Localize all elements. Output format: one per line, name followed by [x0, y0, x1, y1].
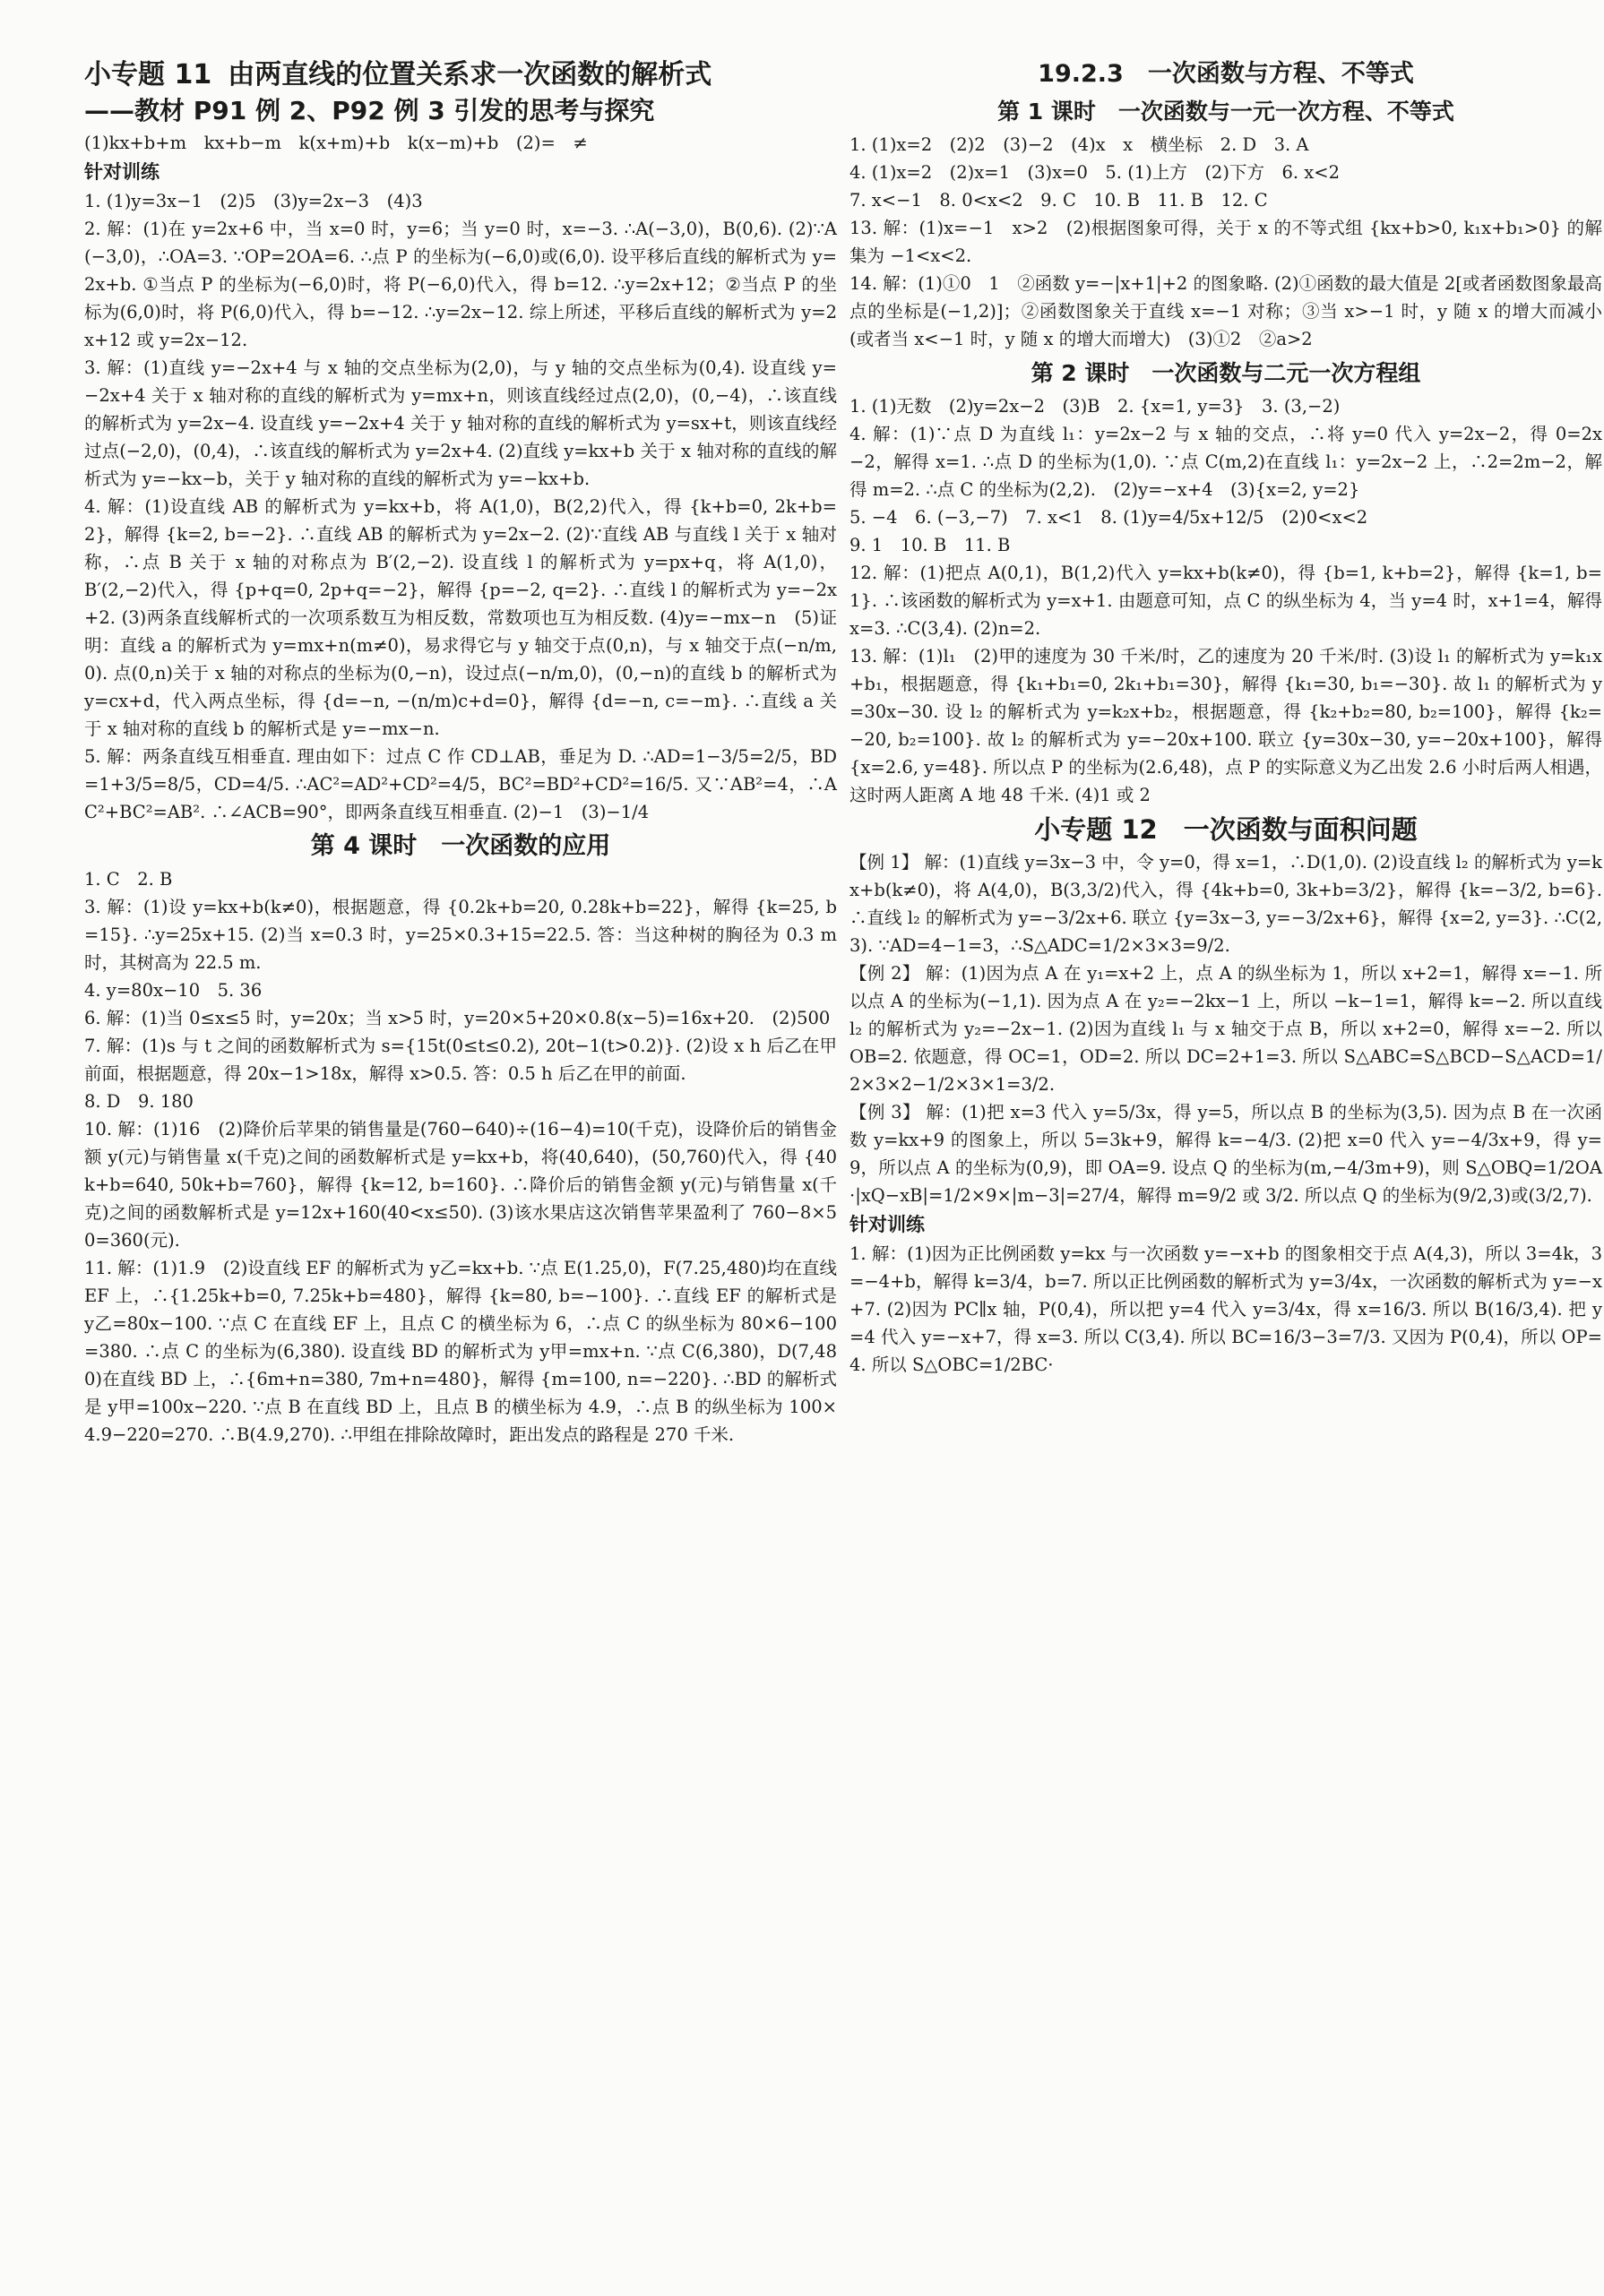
- topic-11-title: 小专题 11 由两直线的位置关系求一次函数的解析式: [84, 59, 712, 90]
- answer-item: 12. 解：(1)把点 A(0,1)，B(1,2)代入 y=kx+b(k≠0)，得 {b=1, k+b=2}，解得 {k=1, b=1}. ∴该函数的解析式为 y=x+1. 由题意可知，点 C 的纵坐标为 4，当 y=4 时，x+1=4，解得 x=3. ∴C(3,4). (2)n=2.: [849, 563, 1602, 639]
- answer-item: 4. y=80x−10 5. 36: [84, 980, 263, 1001]
- practice-heading: 针对训练: [84, 161, 160, 183]
- answer-item: 9. 1 10. B 11. B: [849, 535, 1011, 555]
- answer-item: 7. x<−1 8. 0<x<2 9. C 10. B 11. B 12. C: [849, 190, 1268, 211]
- section-19-2-3-title: 19.2.3 一次函数与方程、不等式: [1038, 60, 1414, 88]
- answer-item: 7. 解：(1)s 与 t 之间的函数解析式为 s={15t(0≤t≤0.2), 20t−1(t>0.2)}. (2)设 x h 后乙在甲前面，根据题意，得 20x−1>18x，解得 x>0.5. 答：0.5 h 后乙在甲的前面.: [84, 1036, 837, 1084]
- answer-item: 1. (1)y=3x−1 (2)5 (3)y=2x−3 (4)3: [84, 191, 423, 211]
- answer-item: 4. 解：(1)∵点 D 为直线 l₁：y=2x−2 与 x 轴的交点，∴将 y=0 代入 y=2x−2，得 0=2x−2，解得 x=1. ∴点 D 的坐标为(1,0). ∵点 C(m,2)在直线 l₁：y=2x−2 上，∴2=2m−2，解得 m=2. ∴点 C 的坐标为(2,2). (2)y=−x+4 (3){x=2, y=2}: [849, 424, 1602, 500]
- example-item: 【例 1】 解：(1)直线 y=3x−3 中，令 y=0，得 x=1，∴D(1,0). (2)设直线 l₂ 的解析式为 y=kx+b(k≠0)，将 A(4,0)，B(3,3/2)代入，得 {4k+b=0, 3k+b=3/2}，解得 {k=−3/2, b=6}. ∴直线 l₂ 的解析式为 y=−3/2x+6. 联立 {y=3x−3, y=−3/2x+6}，解得 {x=2, y=3}. ∴C(2,3). ∵AD=4−1=3，∴S△ADC=1/2×3×3=9/2.: [849, 852, 1602, 956]
- answer-item: 5. −4 6. (−3,−7) 7. x<1 8. (1)y=4/5x+12/5 (2)0<x<2: [849, 507, 1368, 528]
- lesson-2-title: 第 2 课时 一次函数与二元一次方程组: [1031, 360, 1421, 386]
- answer-item: 3. 解：(1)设 y=kx+b(k≠0)，根据题意，得 {0.2k+b=20, 0.28k+b=22}，解得 {k=25, b=15}. ∴y=25x+15. (2)当 x=0.3 时，y=25×0.3+15=22.5. 答：当这种树的胸径为 0.3 m 时，其树高为 22.5 m.: [84, 897, 837, 973]
- topic-11-subtitle: ——教材 P91 例 2、P92 例 3 引发的思考与探究: [84, 96, 655, 125]
- answer-item: 4. (1)x=2 (2)x=1 (3)x=0 5. (1)上方 (2)下方 6. x<2: [849, 162, 1340, 183]
- example-item: 【例 2】 解：(1)因为点 A 在 y₁=x+2 上，点 A 的纵坐标为 1，所以 x+2=1，解得 x=−1. 所以点 A 的坐标为(−1,1). 因为点 A 在 y₂=−2kx−1 上，所以 −k−1=1，解得 k=−2. 所以直线 l₂ 的解析式为 y₂=−2x−1. (2)因为直线 l₁ 与 x 轴交于点 B，所以 x+2=0，解得 x=−2. 所以 OB=2. 依题意，得 OC=1，OD=2. 所以 DC=2+1=3. 所以 S△ABC=S△BCD−S△ACD=1/2×3×2−1/2×3×1=3/2.: [849, 963, 1602, 1095]
- answer-item: 13. 解：(1)x=−1 x>2 (2)根据图象可得，关于 x 的不等式组 {kx+b>0, k₁x+b₁>0} 的解集为 −1<x<2.: [849, 218, 1602, 266]
- answer-item: 4. 解：(1)设直线 AB 的解析式为 y=kx+b，将 A(1,0)，B(2,2)代入，得 {k+b=0, 2k+b=2}，解得 {k=2, b=−2}. ∴直线 AB 的解析式为 y=2x−2. (2)∵直线 AB 与直线 l 关于 x 轴对称，∴点 B 关于 x 轴的对称点为 B′(2,−2). 设直线 l 的解析式为 y=px+q，将 A(1,0)，B′(2,−2)代入，得 {p+q=0, 2p+q=−2}，解得 {p=−2, q=2}. ∴直线 l 的解析式为 y=−2x+2. (3)两条直线解析式的一次项系数互为相反数，常数项也互为相反数. (4)y=−mx−n (5)证明：直线 a 的解析式为 y=mx+n(m≠0)，易求得它与 y 轴交于点(0,n)，与 x 轴交于点(−n/m,0). 点(0,n)关于 x 轴的对称点的坐标为(0,−n)，设过点(−n/m,0)，(0,−n)的直线 b 的解析式为 y=cx+d，代入两点坐标，得 {d=−n, −(n/m)c+d=0}，解得 {d=−n, c=−m}. ∴直线 a 关于 x 轴对称的直线 b 的解析式是 y=−mx−n.: [84, 496, 837, 739]
- answer-item: 11. 解：(1)1.9 (2)设直线 EF 的解析式为 y乙=kx+b. ∵点 E(1.25,0)，F(7.25,480)均在直线 EF 上，∴{1.25k+b=0, 7.25k+b=480}，解得 {k=80, b=−100}. ∴直线 EF 的解析式是 y乙=80x−100. ∵点 C 在直线 EF 上，且点 C 的横坐标为 6，∴点 C 的纵坐标为 80×6−100=380. ∴点 C 的坐标为(6,380). 设直线 BD 的解析式为 y甲=mx+n. ∵点 C(6,380)，D(7,480)在直线 BD 上，∴{6m+n=380, 7m+n=480}，解得 {m=100, n=−220}. ∴BD 的解析式是 y甲=100x−220. ∵点 B 在直线 BD 上，且点 B 的横坐标为 4.9，∴点 B 的纵坐标为 100×4.9−220=270. ∴B(4.9,270). ∴甲组在排除故障时，距出发点的路程是 270 千米.: [84, 1258, 837, 1445]
- answer-item: 3. 解：(1)直线 y=−2x+4 与 x 轴的交点坐标为(2,0)，与 y 轴的交点坐标为(0,4). 设直线 y=−2x+4 关于 x 轴对称的直线的解析式为 y=mx+n，则该直线经过点(2,0)，(0,−4)，∴该直线的解析式为 y=2x−4. 设直线 y=−2x+4 关于 y 轴对称的直线的解析式为 y=sx+t，则该直线经过点(−2,0)，(0,4)，∴该直线的解析式为 y=2x+4. (2)直线 y=kx+b 关于 x 轴对称的直线的解析式为 y=−kx−b，关于 y 轴对称的直线的解析式为 y=−kx+b.: [84, 357, 837, 489]
- answer-item: 5. 解：两条直线互相垂直. 理由如下：过点 C 作 CD⊥AB，垂足为 D. ∴AD=1−3/5=2/5，BD=1+3/5=8/5，CD=4/5. ∴AC²=AD²+CD²=4/5，BC²=BD²+CD²=16/5. 又∵AB²=4，∴AC²+BC²=AB². ∴∠ACB=90°，即两条直线互相垂直. (2)−1 (3)−1/4: [84, 746, 837, 822]
- answer-item: 2. 解：(1)在 y=2x+6 中，当 x=0 时，y=6；当 y=0 时，x=−3. ∴A(−3,0)，B(0,6). (2)∵A(−3,0)，∴OA=3. ∵OP=2OA=6. ∴点 P 的坐标为(−6,0)或(6,0). 设平移后直线的解析式为 y=2x+b. ①当点 P 的坐标为(−6,0)时，将 P(−6,0)代入，得 b=12. ∴y=2x+12；②当点 P 的坐标为(6,0)时，将 P(6,0)代入，得 b=−12. ∴y=2x−12. 综上所述，平移后直线的解析式为 y=2x+12 或 y=2x−12.: [84, 219, 837, 350]
- left-column: [84, 57, 837, 1449]
- answer-item: 1. (1)无数 (2)y=2x−2 (3)B 2. {x=1, y=3} 3. (3,−2): [849, 396, 1341, 417]
- answer-item: 6. 解：(1)当 0≤x≤5 时，y=20x；当 x>5 时，y=20×5+20×0.8(x−5)=16x+20. (2)500: [84, 1008, 831, 1028]
- answer-item: 1. (1)x=2 (2)2 (3)−2 (4)x x 横坐标 2. D 3. A: [849, 134, 1309, 155]
- topic-11-intro: (1)kx+b+m kx+b−m k(x+m)+b k(x−m)+b (2)= ≠: [84, 133, 588, 153]
- answer-item: 1. 解：(1)因为正比例函数 y=kx 与一次函数 y=−x+b 的图象相交于点 A(4,3)，所以 3=4k，3=−4+b，解得 k=3/4，b=7. 所以正比例函数的解析式为 y=3/4x，一次函数的解析式为 y=−x+7. (2)因为 PC∥x 轴，P(0,4)，所以把 y=4 代入 y=3/4x，得 x=16/3. 所以 B(16/3,4). 把 y=4 代入 y=−x+7，得 x=3. 所以 C(3,4). 所以 BC=16/3−3=7/3. 又因为 P(0,4)，所以 OP=4. 所以 S△OBC=1/2BC·: [849, 1243, 1602, 1375]
- answer-item: 14. 解：(1)①0 1 ②函数 y=−|x+1|+2 的图象略. (2)①函数的最大值是 2[或者函数图象最高点的坐标是(−1,2)]；②函数图象关于直线 x=−1 对称；③当 x>−1 时，y 随 x 的增大而减小(或者当 x<−1 时，y 随 x 的增大而增大) (3)①2 ②a>2: [849, 273, 1602, 349]
- topic-12-title: 小专题 12 一次函数与面积问题: [1034, 814, 1418, 845]
- example-item: 【例 3】 解：(1)把 x=3 代入 y=5/3x，得 y=5，所以点 B 的坐标为(3,5). 因为点 B 在一次函数 y=kx+9 的图象上，所以 5=3k+9，解得 k=−4/3. (2)把 x=0 代入 y=−4/3x+9，得 y=9，所以点 A 的坐标为(0,9)，即 OA=9. 设点 Q 的坐标为(m,−4/3m+9)，则 S△OBQ=1/2OA·|xQ−xB|=1/2×9×|m−3|=27/4，解得 m=9/2 或 3/2. 所以点 Q 的坐标为(9/2,3)或(3/2,7).: [849, 1102, 1602, 1206]
- answer-item: 13. 解：(1)l₁ (2)甲的速度为 30 千米/时，乙的速度为 20 千米/时. (3)设 l₁ 的解析式为 y=k₁x+b₁，根据题意，得 {k₁+b₁=0, 2k₁+b₁=30}，解得 {k₁=30, b₁=−30}. 故 l₁ 的解析式为 y=30x−30. 设 l₂ 的解析式为 y=k₂x+b₂，根据题意，得 {k₂+b₂=80, b₂=100}，解得 {k₂=−20, b₂=100}. 故 l₂ 的解析式为 y=−20x+100. 联立 {y=30x−30, y=−20x+100}，解得 {x=2.6, y=48}. 所以点 P 的坐标为(2.6,48)，点 P 的实际意义为乙出发 2.6 小时后两人相遇，这时两人距离 A 地 48 千米. (4)1 或 2: [849, 646, 1602, 805]
- right-column: [849, 57, 1602, 1379]
- lesson-1-title: 第 1 课时 一次函数与一元一次方程、不等式: [997, 99, 1454, 125]
- answer-item: 1. C 2. B: [84, 869, 173, 890]
- answer-item: 10. 解：(1)16 (2)降价后苹果的销售量是(760−640)÷(16−4)=10(千克)，设降价后的销售金额 y(元)与销售量 x(千克)之间的函数解析式是 y=kx+b，将(40,640)，(50,760)代入，得 {40k+b=640, 50k+b=760}，解得 {k=12, b=160}. ∴降价后的销售金额 y(元)与销售量 x(千克)之间的函数解析式是 y=12x+160(40<x≤50). (3)该水果店这次销售苹果盈利了 760−8×50=360(元).: [84, 1119, 837, 1251]
- practice-heading: 针对训练: [849, 1214, 925, 1235]
- answer-item: 8. D 9. 180: [84, 1091, 194, 1112]
- lesson-4-title: 第 4 课时 一次函数的应用: [310, 832, 611, 860]
